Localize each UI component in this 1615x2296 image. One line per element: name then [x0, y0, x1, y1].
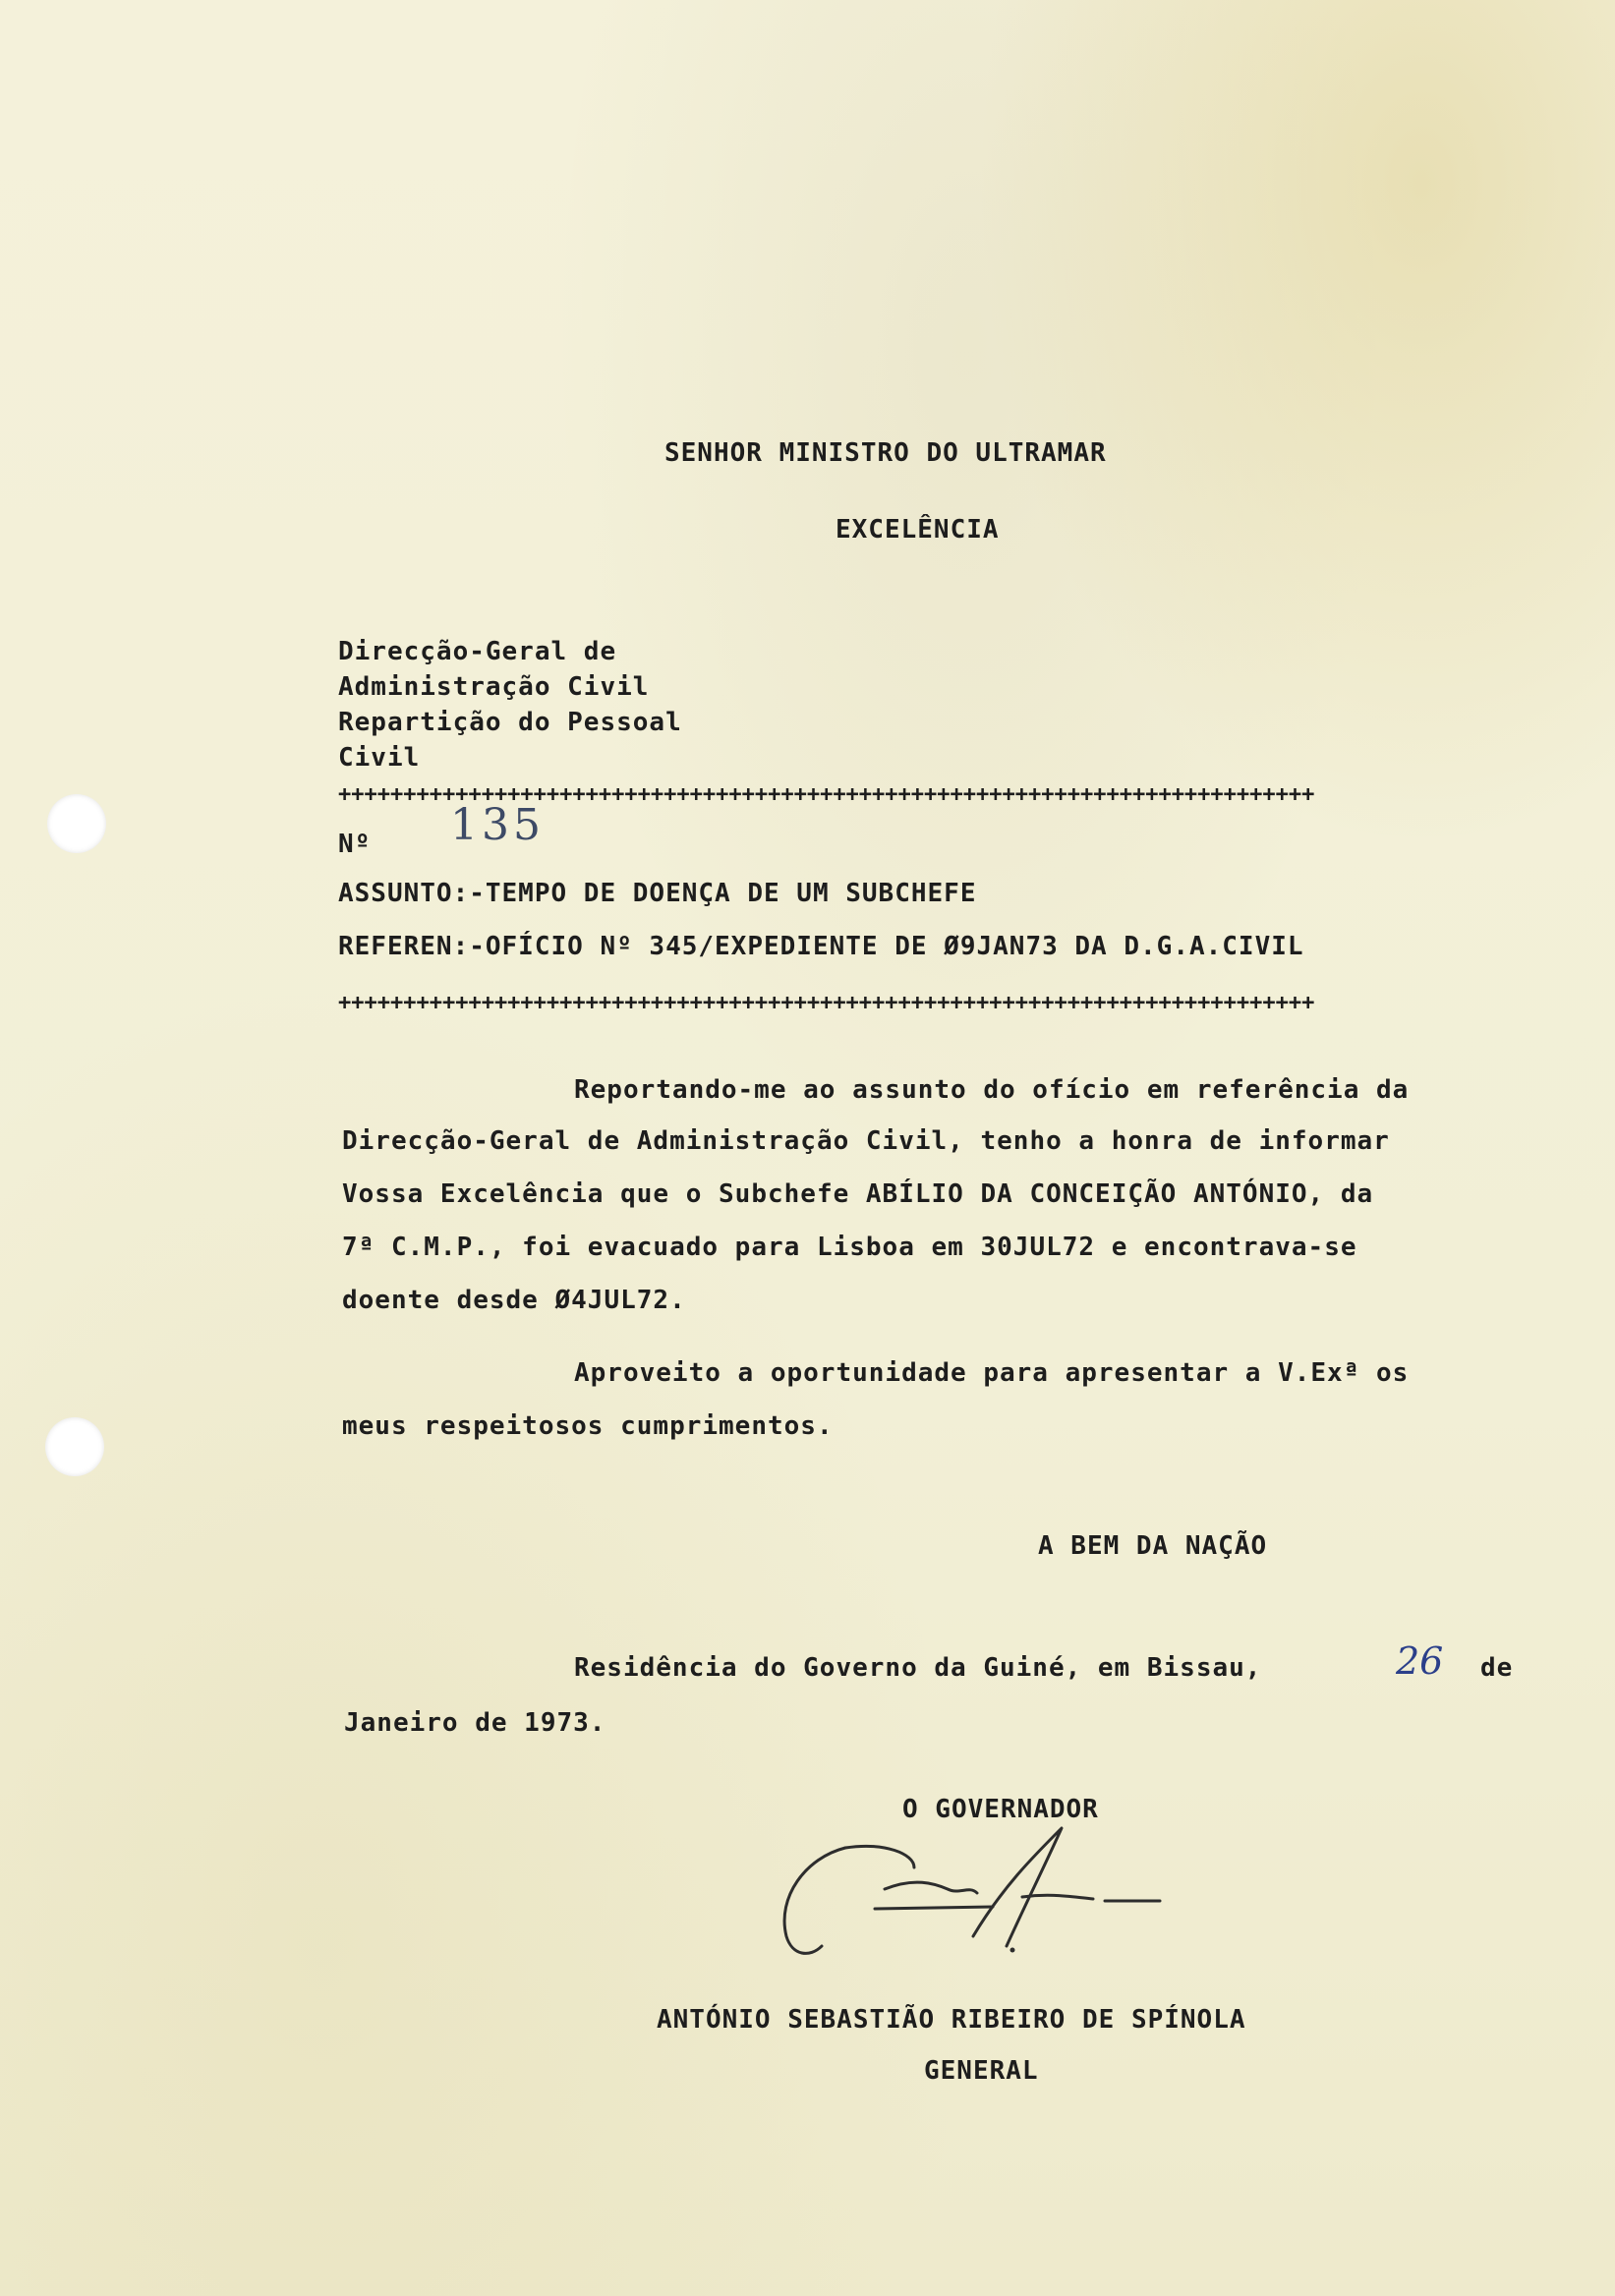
sender-line3: Repartição do Pessoal	[338, 708, 682, 737]
separator-top: +++++++++++++++++++++++++++++++++++++++++++++++++++++++++++++++++++++++++++	[338, 782, 1315, 807]
document-number: 135	[450, 800, 545, 850]
body-p1-line2: Direcção-Geral de Administração Civil, tenho a honra de informar	[342, 1126, 1390, 1156]
separator-bottom: +++++++++++++++++++++++++++++++++++++++++++++++++++++++++++++++++++++++++++	[338, 991, 1315, 1015]
punch-hole-top	[47, 794, 106, 853]
body-p1-line1: Reportando-me ao assunto do ofício em referência da	[574, 1075, 1410, 1105]
body-p2-line2: meus respeitosos cumprimentos.	[342, 1411, 834, 1441]
sender-line4: Civil	[338, 743, 421, 773]
handwritten-signature	[767, 1799, 1180, 1976]
sender-line1: Direcção-Geral de	[338, 637, 617, 666]
place-date-prefix: Residência do Governo da Guiné, em Bissau,	[574, 1653, 1262, 1683]
body-p2-line1: Aproveito a oportunidade para apresentar a V.Exª os	[574, 1358, 1410, 1388]
place-date-day: 26	[1396, 1639, 1444, 1683]
signatory-name: ANTÓNIO SEBASTIÃO RIBEIRO DE SPÍNOLA	[657, 2005, 1246, 2035]
reference-line: REFEREN:-OFÍCIO Nº 345/EXPEDIENTE DE Ø9JAN73 DA D.G.A.CIVIL	[338, 932, 1304, 961]
closing-motto: A BEM DA NAÇÃO	[1038, 1531, 1268, 1561]
body-p1-line3: Vossa Excelência que o Subchefe ABÍLIO DA CONCEIÇÃO ANTÓNIO, da	[342, 1179, 1374, 1209]
addressee-line1: SENHOR MINISTRO DO ULTRAMAR	[664, 438, 1107, 468]
signatory-title: O GOVERNADOR	[902, 1795, 1099, 1824]
sender-line2: Administração Civil	[338, 672, 650, 702]
number-label: Nº	[338, 830, 372, 859]
place-date-line2: Janeiro de 1973.	[344, 1708, 606, 1738]
body-p1-line5: doente desde Ø4JUL72.	[342, 1286, 686, 1315]
punch-hole-bottom	[45, 1417, 104, 1476]
place-date-suffix: de	[1480, 1653, 1514, 1683]
subject-line: ASSUNTO:-TEMPO DE DOENÇA DE UM SUBCHEFE	[338, 879, 977, 908]
signatory-rank: GENERAL	[924, 2056, 1039, 2086]
body-p1-line4: 7ª C.M.P., foi evacuado para Lisboa em 30JUL72 e encontrava-se	[342, 1233, 1357, 1262]
addressee-line2: EXCELÊNCIA	[836, 515, 1000, 545]
